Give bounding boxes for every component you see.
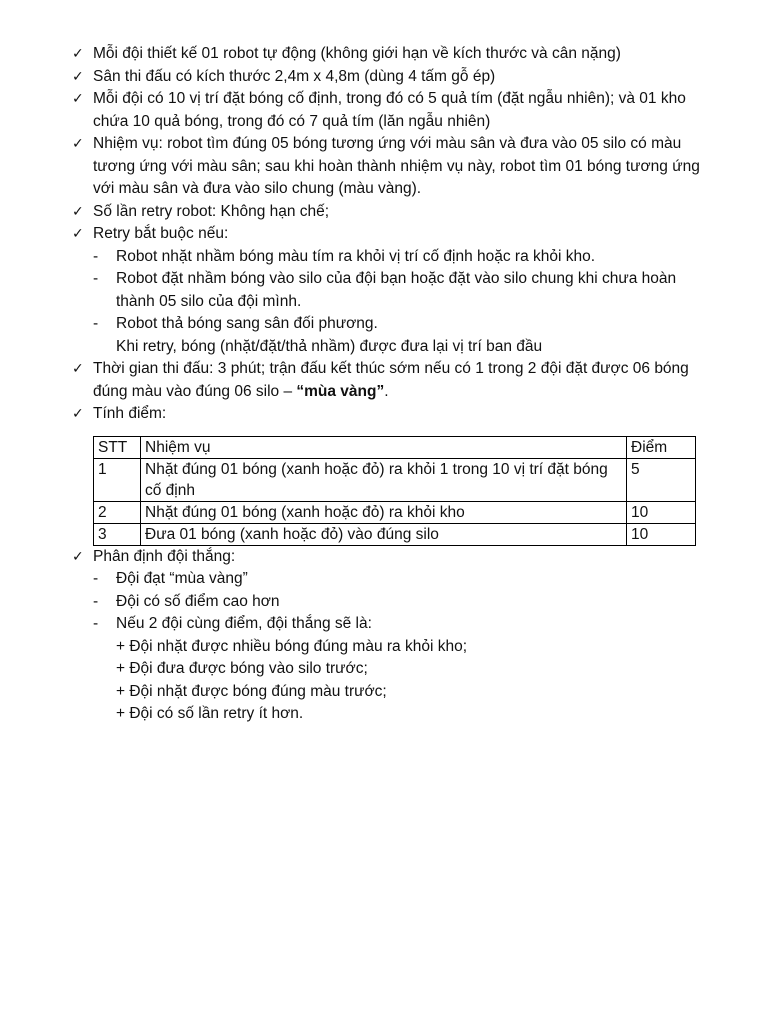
bullet-item xyxy=(0,201,768,224)
bullet-item xyxy=(0,88,768,133)
retry-item xyxy=(0,246,768,269)
table-cell: 1 xyxy=(94,458,141,501)
table-cell: 10 xyxy=(627,523,696,545)
bullet-item xyxy=(0,43,768,66)
winner-item xyxy=(0,591,768,614)
bullet-item xyxy=(0,403,768,426)
bullet-text: Số lần retry robot: Không hạn chế; xyxy=(93,202,330,220)
winner-item-text: Đội có số điểm cao hơn xyxy=(116,592,280,610)
winner-item-text: Đội đạt “mùa vàng” xyxy=(116,570,248,587)
checkmark-icon: ✓ xyxy=(72,136,84,152)
bullet-item xyxy=(0,358,768,403)
table-cell: 10 xyxy=(627,501,696,523)
bullet-item xyxy=(0,133,768,201)
table-row xyxy=(94,458,696,501)
checkmark-icon: ✓ xyxy=(72,361,84,377)
table-header-cell: Nhiệm vụ xyxy=(141,436,627,458)
checkmark-icon: ✓ xyxy=(72,46,84,62)
retry-item-text: Robot đặt nhầm bóng vào silo của đội bạn hoặc đặt vào silo chung khi chưa hoàn thành 05 silo của đội mình. xyxy=(116,270,677,310)
checkmark-icon: ✓ xyxy=(72,91,84,107)
bullet-text: Mỗi đội có 10 vị trí đặt bóng cố định, trong đó có 5 quả tím (đặt ngẫu nhiên); và 01 kho chứa 10 quả bóng, trong đó có 7 quả tím (lăn ngẫu nhiên) xyxy=(93,90,686,130)
scoring-table xyxy=(93,436,696,546)
tie-break-item: + Đội đưa được bóng vào silo trước; xyxy=(116,660,368,677)
retry-item-text: Robot nhặt nhầm bóng màu tím ra khỏi vị trí cố định hoặc ra khỏi kho. xyxy=(116,247,596,265)
time-text: Thời gian thi đấu: 3 phút; trận đấu kết thúc sớm nếu có 1 trong 2 đội đặt được 06 bóng đúng màu vào đúng 06 silo – xyxy=(93,360,689,400)
tie-break-item: + Đội có số lần retry ít hơn. xyxy=(116,705,304,722)
golden-season-term: “mùa vàng” xyxy=(296,382,385,400)
dash-marker: - xyxy=(93,570,99,587)
checkmark-icon: ✓ xyxy=(72,548,84,565)
table-header-cell: Điểm xyxy=(627,436,696,458)
dash-marker: - xyxy=(93,592,99,610)
table-cell: Nhặt đúng 01 bóng (xanh hoặc đỏ) ra khỏi kho xyxy=(141,501,627,523)
checkmark-icon: ✓ xyxy=(72,226,84,242)
table-header-row xyxy=(94,436,696,458)
winner-item xyxy=(0,568,768,591)
bullet-text: Nhiệm vụ: robot tìm đúng 05 bóng tương ứng với màu sân và đưa vào 05 silo có màu tương ứng với màu sân; sau khi hoàn thành nhiệm vụ này, robot tìm 01 bóng tương ứng với màu sân và đưa vào silo chung (màu vàng). xyxy=(93,135,700,197)
retry-item xyxy=(0,268,768,313)
bullet-item xyxy=(0,223,768,246)
table-cell: 5 xyxy=(627,458,696,501)
winner-label: Phân định đội thắng: xyxy=(93,547,236,565)
checkmark-icon: ✓ xyxy=(72,203,84,220)
retry-note: Khi retry, bóng (nhặt/đặt/thả nhầm) được đưa lại vị trí ban đầu xyxy=(116,337,543,355)
dash-marker: - xyxy=(93,315,99,332)
tie-break-item: + Đội nhặt được nhiều bóng đúng màu ra khỏi kho; xyxy=(116,637,468,655)
table-row xyxy=(94,523,696,545)
table-cell: 2 xyxy=(94,501,141,523)
dash-marker: - xyxy=(93,247,99,265)
winner-item xyxy=(0,613,768,636)
table-cell: Đưa 01 bóng (xanh hoặc đỏ) vào đúng silo xyxy=(141,523,627,545)
scoring-label: Tính điểm: xyxy=(93,405,167,422)
retry-item xyxy=(0,313,768,336)
bullet-text: Sân thi đấu có kích thước 2,4m x 4,8m (dùng 4 tấm gỗ ép) xyxy=(93,67,496,85)
tie-break-item: + Đội nhặt được bóng đúng màu trước; xyxy=(116,682,387,700)
checkmark-icon: ✓ xyxy=(72,406,84,422)
table-cell: 3 xyxy=(94,523,141,545)
table-row xyxy=(94,501,696,523)
bullet-item xyxy=(0,546,768,569)
dash-marker: - xyxy=(93,270,99,287)
checkmark-icon: ✓ xyxy=(72,68,84,85)
bullet-text: Retry bắt buộc nếu: xyxy=(93,225,229,242)
bullet-item xyxy=(0,66,768,89)
winner-item-text: Nếu 2 đội cùng điểm, đội thắng sẽ là: xyxy=(116,615,372,632)
retry-item-text: Robot thả bóng sang sân đối phương. xyxy=(116,315,378,332)
dash-marker: - xyxy=(93,615,99,632)
bullet-text: Mỗi đội thiết kế 01 robot tự động (không giới hạn về kích thước và cân nặng) xyxy=(93,45,621,62)
table-header-cell: STT xyxy=(94,436,141,458)
table-cell: Nhặt đúng 01 bóng (xanh hoặc đỏ) ra khỏi 1 trong 10 vị trí đặt bóng cố định xyxy=(141,458,627,501)
time-end: . xyxy=(384,382,389,400)
